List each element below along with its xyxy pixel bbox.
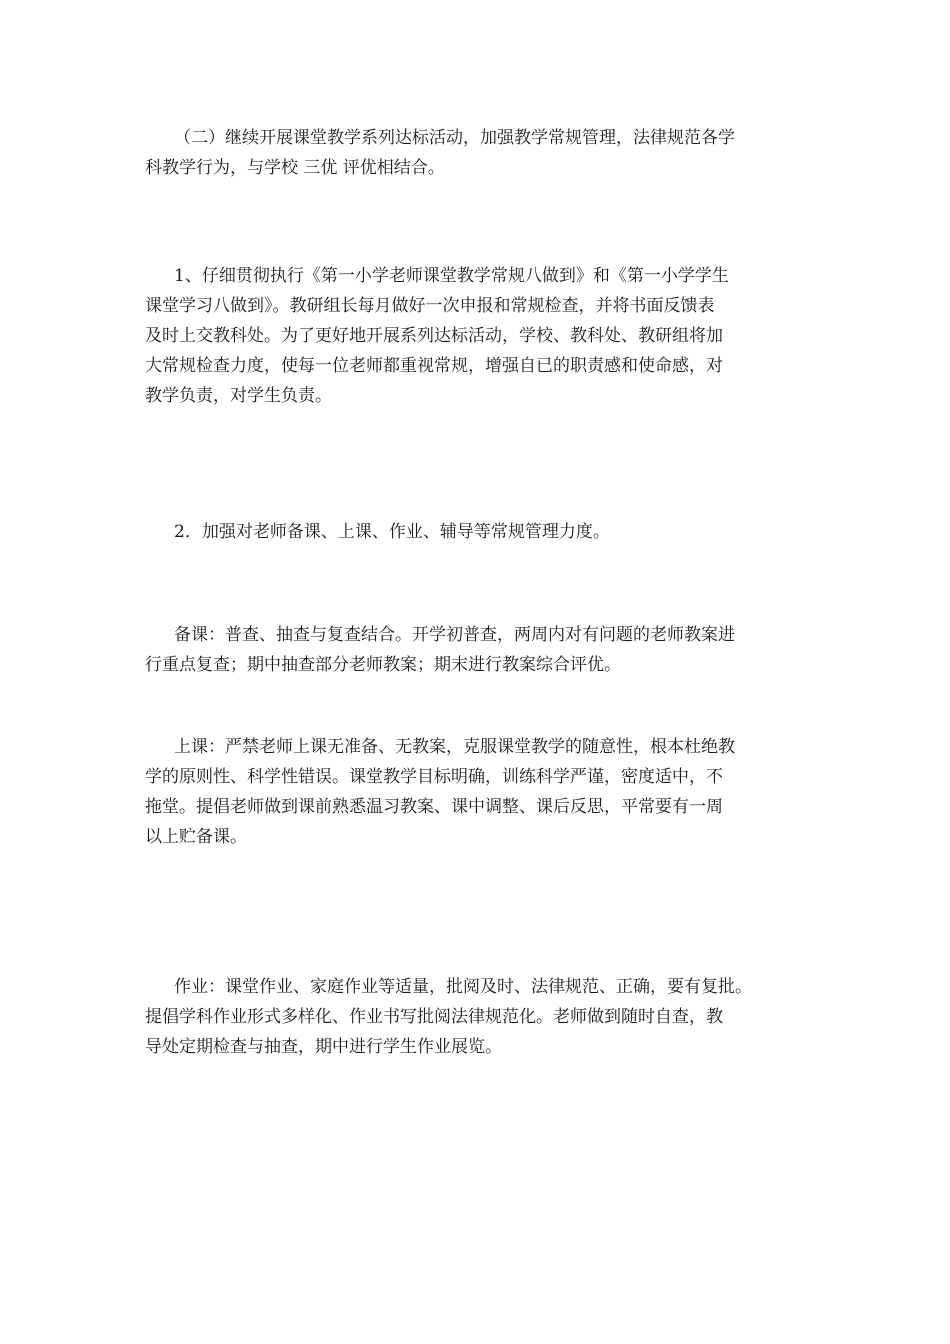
paragraph-item-2 bbox=[145, 517, 825, 547]
text-line: （二）继续开展课堂教学系列达标活动，加强教学常规管理，法律规范各学 bbox=[174, 128, 735, 148]
text-line: 备课：普查、抽查与复查结合。开学初普查，两周内对有问题的老师教案进 bbox=[174, 625, 735, 645]
text-line: 拖堂。提倡老师做到课前熟悉温习教案、课中调整、课后反思，平常要有一周 bbox=[145, 797, 723, 817]
text-line: 科教学行为，与学校 三优 评优相结合。 bbox=[145, 158, 445, 178]
text-line: 2．加强对老师备课、上课、作业、辅导等常规管理力度。 bbox=[174, 522, 610, 542]
paragraph-section-two bbox=[145, 123, 825, 183]
text-line: 大常规检查力度，使每一位老师都重视常规，增强自已的职责感和使命感，对 bbox=[145, 356, 723, 376]
text-line: 上课：严禁老师上课无准备、无教案，克服课堂教学的随意性，根本杜绝教 bbox=[174, 737, 735, 757]
paragraph-item-1 bbox=[145, 261, 825, 411]
text-line: 作业：课堂作业、家庭作业等适量，批阅及时、法律规范、正确，要有复批。 bbox=[174, 977, 752, 997]
text-line: 课堂学习八做到》。教研组长每月做好一次申报和常规检查，并将书面反馈表 bbox=[145, 296, 715, 316]
text-line: 以上贮备课。 bbox=[145, 827, 247, 847]
text-line: 教学负责，对学生负责。 bbox=[145, 386, 332, 406]
text-line: 导处定期检查与抽查，期中进行学生作业展览。 bbox=[145, 1037, 502, 1057]
paragraph-homework bbox=[145, 972, 825, 1062]
text-line: 行重点复查；期中抽查部分老师教案；期末进行教案综合评优。 bbox=[145, 655, 621, 675]
text-line: 学的原则性、科学性错误。课堂教学目标明确，训练科学严谨，密度适中，不 bbox=[145, 767, 723, 787]
paragraph-lesson-prep bbox=[145, 620, 825, 680]
paragraph-class-teaching bbox=[145, 732, 825, 852]
text-line: 及时上交教科处。为了更好地开展系列达标活动，学校、教科处、教研组将加 bbox=[145, 326, 723, 346]
text-line: 提倡学科作业形式多样化、作业书写批阅法律规范化。老师做到随时自查，教 bbox=[145, 1007, 723, 1027]
text-line: 1、仔细贯彻执行《第一小学老师课堂教学常规八做到》和《第一小学学生 bbox=[174, 266, 729, 286]
